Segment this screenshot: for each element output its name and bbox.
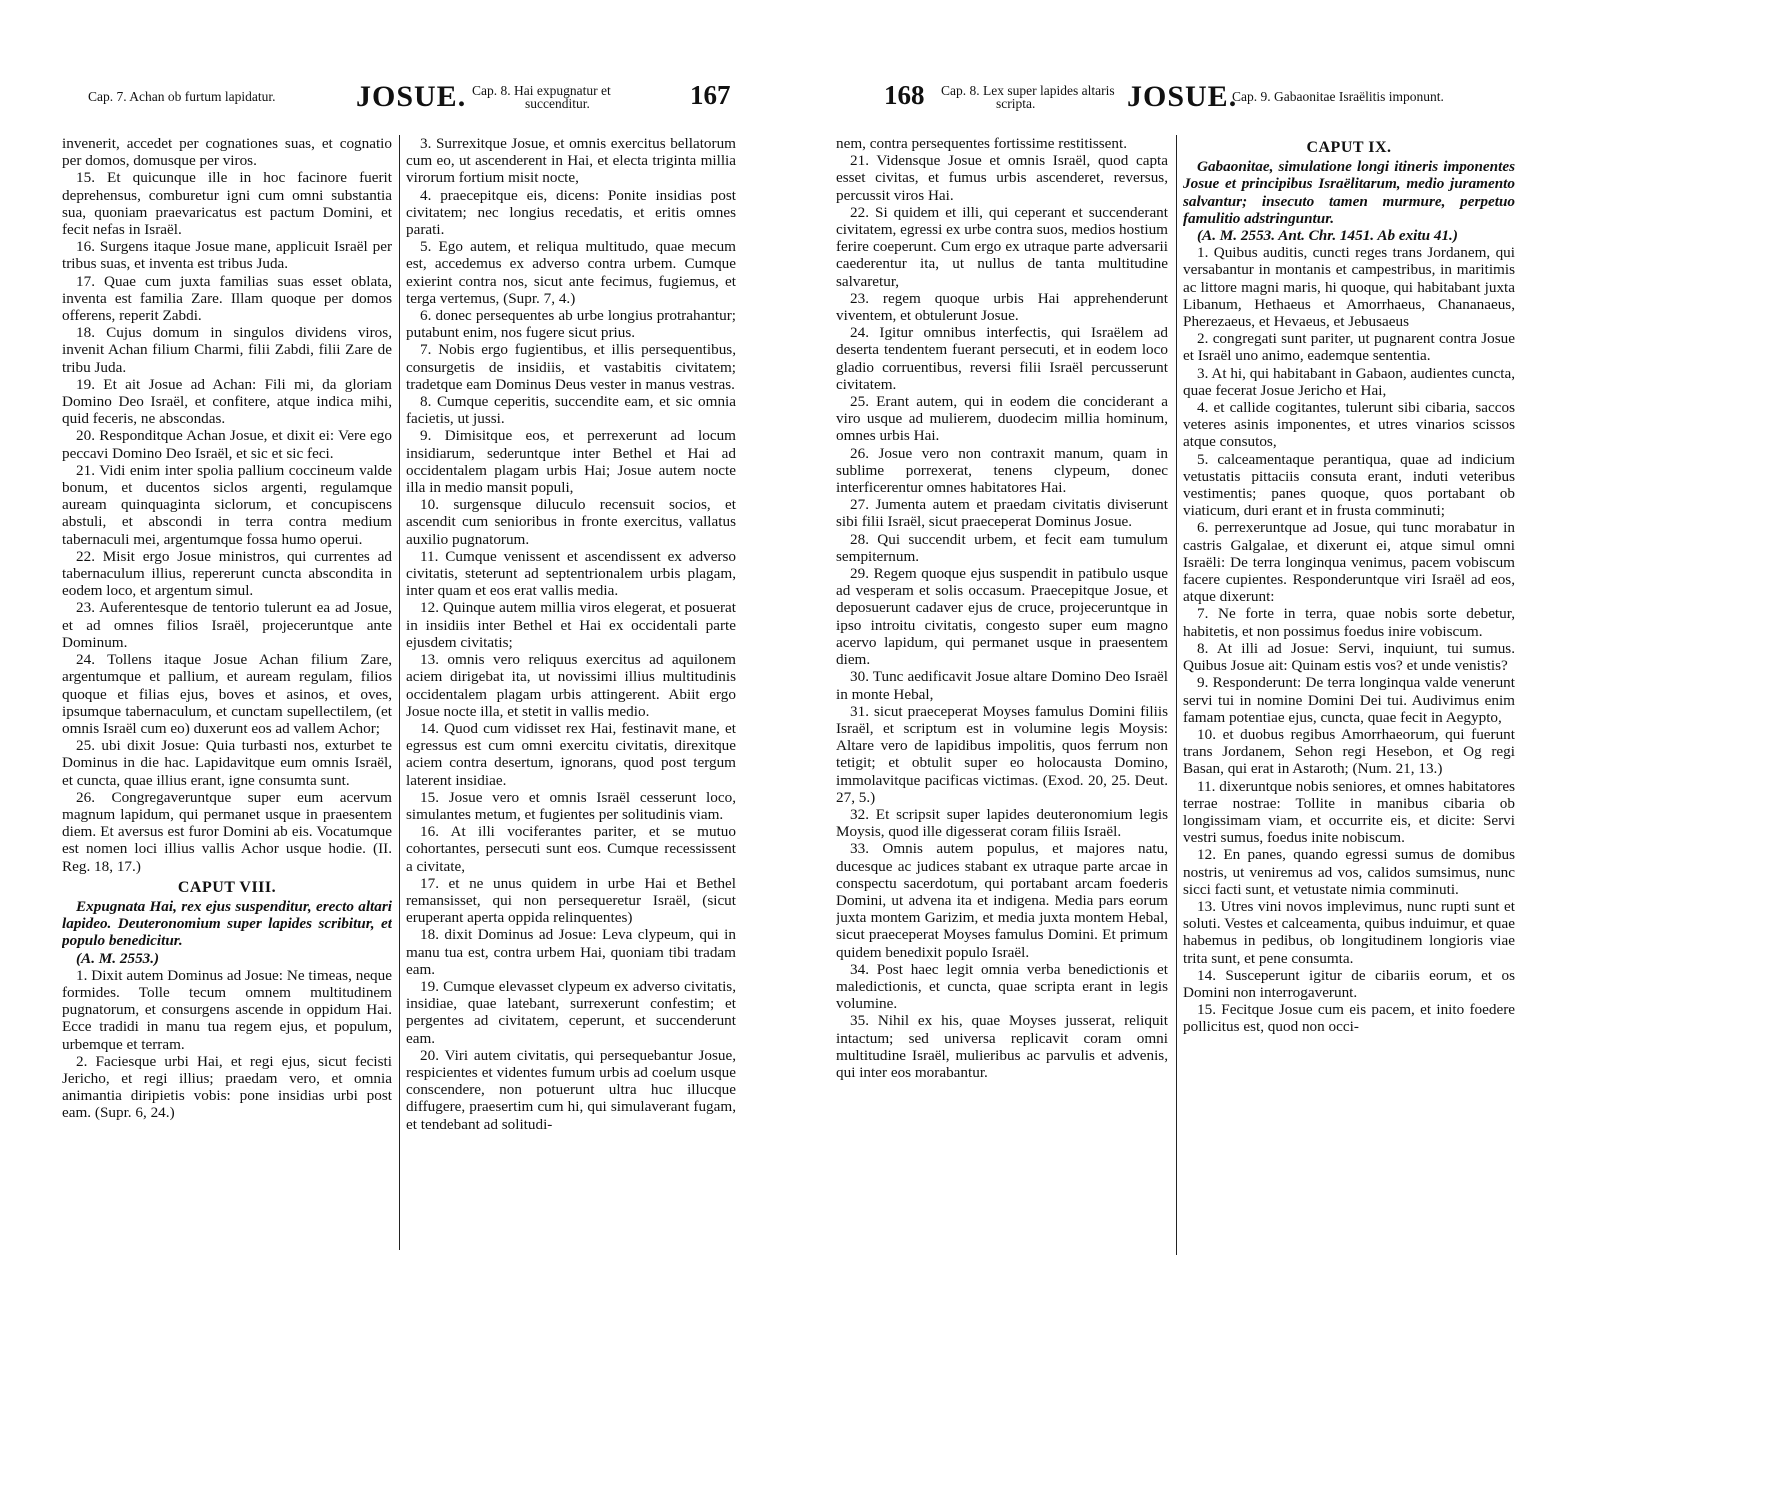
chapter-summary: Gabaonitae, simulatione longi itineris imponentes Josue et principibus Israëlitarum, medio juramento salvantur; insecuto tamen murmure, perpetuo famulitio adstringuntur.	[1183, 158, 1515, 227]
verse: 5. Ego autem, et reliqua multitudo, quae mecum est, accedemus ex adverso contra urbem. Cumque exierint contra nos, sicut ante fecimus, fugiemus, et terga vertemus, (Supr. 7, 4.)	[406, 238, 736, 307]
verse: 20. Viri autem civitatis, qui persequebantur Josue, respicientes et videntes fumum urbis ad coelum usque conscendere, non potuerunt ultra huc illucque diffugere, praesertim cum hi, qui simulaverant fugam, et tendebant ad solitudi-	[406, 1046, 736, 1133]
verse: 15. Et quicunque ille in hoc facinore fuerit deprehensus, comburetur igni cum omni substantia sua, quoniam praevaricatus est pactum Domini, et fecit nefas in Israël.	[62, 169, 392, 239]
running-head-left-caption-line2: scripta.	[996, 96, 1036, 111]
verse: 16. At illi vociferantes pariter, et se mutuo cohortantes, persecuti sunt eos. Cumque recessissent a civitate,	[406, 823, 736, 875]
verse: 17. et ne unus quidem in urbe Hai et Bethel remansisset, qui non persequeretur Israël, (sicut eruperant aperta oppida relinquentes)	[406, 874, 736, 927]
verse: 6. perrexeruntque ad Josue, qui tunc morabatur in castris Galgalae, et dixerunt ei, atque simul omni Israëli: De terra longinqua venimus, pacem vobiscum facere cupientes. Responderuntque viri Israël ad eos, atque dixerunt:	[1183, 519, 1515, 606]
verse: 13. Utres vini novos implevimus, nunc rupti sunt et soluti. Vestes et calceamenta, quibus induimur, et quae habemus in pedibus, ob longitudinem longioris viae trita sunt, et pene consumta.	[1183, 897, 1515, 967]
verse: 24. Igitur omnibus interfectis, qui Israëlem ad deserta tendentem fuerant persecuti, et in eodem loco gladio corruentibus, reversi filii Israël percusserunt civitatem.	[836, 324, 1168, 393]
verse: 33. Omnis autem populus, et majores natu, ducesque ac judices stabant ex utraque parte arcae in conspectu sacerdotum, qui portabant arcam foederis Domini, ut advena ita et indigena. Media pars eorum juxta montem Garizim, et media juxta montem Hebal, sicut praeceperat Moyses famulus Domini. Et primum quidem benedixit populo Israël.	[836, 840, 1168, 961]
verse: 4. et callide cogitantes, tulerunt sibi cibaria, saccos veteres asinis imponentes, et utres vinarios scissos atque consutos,	[1183, 399, 1515, 451]
verse: 22. Misit ergo Josue ministros, qui currentes ad tabernaculum illius, repererunt cuncta abscondita in eodem loco, et argentum simul.	[62, 547, 392, 600]
chapter-title: CAPUT IX.	[1306, 139, 1392, 156]
verse: 2. congregati sunt pariter, ut pugnarent contra Josue et Israël uno animo, eademque sententia.	[1183, 330, 1515, 365]
verse: 23. regem quoque urbis Hai apprehenderunt viventem, et obtulerunt Josue.	[836, 289, 1168, 325]
running-head-right-caption-line1: Cap. 8. Hai expugnatur et	[472, 83, 611, 98]
verse: 4. praecepitque eis, dicens: Ponite insidias post civitatem; nec longius recedatis, et eritis omnes parati.	[406, 186, 736, 239]
verse: 14. Quod cum vidisset rex Hai, festinavit mane, et egressus est cum omni exercitu civitatis, direxitque aciem contra desertum, ignorans, quod post tergum laterent insidiae.	[406, 719, 736, 789]
chapter-date: (A. M. 2553.)	[76, 949, 160, 967]
column-divider	[399, 135, 400, 1250]
verse: invenerit, accedet per cognationes suas, et cognatio per domos, domusque per viros.	[62, 135, 392, 170]
verse: 2. Faciesque urbi Hai, et regi ejus, sicut fecisti Jericho, et regi illius; praedam vero, et omnia animantia diripietis vobis: pone insidias urbi post eam. (Supr. 6, 24.)	[62, 1052, 392, 1122]
page-number: 168	[884, 80, 925, 110]
verse: 18. Cujus domum in singulos dividens viros, invenit Achan filium Charmi, filii Zabdi, filii Zare de tribu Juda.	[62, 324, 392, 376]
verse: 26. Josue vero non contraxit manum, quam in sublime porrexerat, tenens clypeum, donec interficerentur omnes habitatores Hai.	[836, 444, 1168, 497]
verse: 31. sicut praeceperat Moyses famulus Domini filiis Israël, et scriptum est in volumine legis Moysis: Altare vero de lapidibus impolitis, quos ferrum non tetigit; et obtulit super eo holocausta Domino, immolavitque pacificas victimas. (Exod. 20, 25. Deut. 27, 5.)	[836, 702, 1168, 806]
verse: 16. Surgens itaque Josue mane, applicuit Israël per tribus suas, et inventa est tribus Juda.	[62, 238, 392, 273]
verse: 27. Jumenta autem et praedam civitatis diviserunt sibi filii Israël, sicut praeceperat Dominus Josue.	[836, 496, 1168, 531]
verse: 22. Si quidem et illi, qui ceperant et succenderant civitatem, egressi ex urbe contra suos, medios hostium ferire coeperunt. Cum ergo ex utraque parte adversarii caederentur ita, ut nullus de tanta multitudine salvaretur,	[836, 203, 1168, 290]
right-page	[836, 0, 1768, 1500]
verse: nem, contra persequentes fortissime restitissent.	[836, 135, 1128, 152]
verse: 15. Josue vero et omnis Israël cesserunt loco, simulantes metum, et fugientes per solitudinis viam.	[406, 788, 736, 823]
verse: 11. Cumque venissent et ascendissent ex adverso civitatis, steterunt ad septentrionalem urbis plagam, inter quam et eos erat vallis media.	[406, 547, 736, 600]
verse: 26. Congregaveruntque super eum acervum magnum lapidum, qui permanet usque in praesentem diem. Et aversus est furor Domini ab eis. Vocatumque est nomen loci illius vallis Achor usque hodie. (II. Reg. 18, 17.)	[62, 788, 392, 875]
running-head-right-caption-line2: succenditur.	[525, 96, 590, 111]
column-divider	[1176, 135, 1177, 1255]
verse: 10. surgensque diluculo recensuit socios, et ascendit cum senioribus in fronte exercitus, vallatus auxilio pugnatorum.	[406, 496, 736, 548]
running-head-left-caption-line1: Cap. 8. Lex super lapides altaris	[941, 83, 1115, 98]
chapter-title: CAPUT VIII.	[177, 878, 277, 896]
right-page-column-1	[836, 135, 1168, 1255]
verse: 24. Tollens itaque Josue Achan filium Zare, argentumque et pallium, et auream regulam, filios quoque et filias ejus, boves et asinos, et oves, ipsumque tabernaculum, et cunctam supellectilem, (et omnis Israël cum eo) duxerunt eos ad vallem Achor;	[62, 651, 392, 737]
verse: 35. Nihil ex his, quae Moyses jusserat, reliquit intactum; sed universa replicavit coram omni multitudine Israël, mulieribus ac parvulis et advenis, qui inter eos morabantur.	[836, 1012, 1168, 1081]
verse: 15. Fecitque Josue cum eis pacem, et inito foedere pollicitus est, quod non occi-	[1183, 1001, 1515, 1036]
chapter-summary: Expugnata Hai, rex ejus suspenditur, erecto altari lapideo. Deuteronomium super lapides scribitur, et populo benedicitur.	[62, 897, 392, 950]
verse: 28. Qui succendit urbem, et fecit eam tumulum sempiternum.	[836, 530, 1168, 565]
verse: 18. dixit Dominus ad Josue: Leva clypeum, qui in manu tua est, contra urbem Hai, quoniam tibi tradam eam.	[406, 926, 736, 978]
verse: 9. Dimisitque eos, et perrexerunt ad locum insidiarum, sederuntque inter Bethel et Hai ad occidentalem plagam urbis Hai; Josue autem nocte illa in medio mansit populi,	[406, 427, 736, 497]
verse: 7. Nobis ergo fugientibus, et illis persequentibus, consurgetis de insidiis, et vastabitis civitatem; tradetque eam Dominus Deus vester in manus vestras.	[406, 341, 736, 393]
verse: 13. omnis vero reliquus exercitus ad aquilonem aciem dirigebat ita, ut novissimi illius multitudinis occidentalem plagam urbis attingerent. Abiit ergo Josue nocte illa, et stetit in vallis medio.	[406, 651, 736, 720]
chapter-date: (A. M. 2553. Ant. Chr. 1451. Ab exitu 41.)	[1197, 227, 1458, 245]
verse: 20. Responditque Achan Josue, et dixit ei: Vere ego peccavi Domino Deo Israël, et sic et sic feci.	[62, 427, 392, 462]
verse: 29. Regem quoque ejus suspendit in patibulo usque ad vesperam et solis occasum. Praecepitque Josue, et deposuerunt cadaver ejus de cruce, projeceruntque in ipso introitu civitatis, congesto super eum magno acervo lapidum, qui permanet usque in praesentem diem.	[836, 565, 1168, 669]
running-head-right-caption: Cap. 9. Gabaonitae Israëlitis imponunt.	[1232, 89, 1444, 104]
verse: 25. ubi dixit Josue: Quia turbasti nos, exturbet te Dominus in die hac. Lapidavitque eum omnis Israël, et cuncta, quae illius erant, igne consumta sunt.	[62, 737, 392, 789]
verse: 21. Vidi enim inter spolia pallium coccineum valde bonum, et ducentos siclos argenti, regulamque auream quinquaginta siclorum, et concupiscens abstuli, et abscondi in terra contra medium tabernaculi mei, argentumque fossa humo operui.	[62, 461, 392, 548]
verse: 8. Cumque ceperitis, succendite eam, et sic omnia facietis, ut jussi.	[406, 393, 736, 428]
verse: 12. En panes, quando egressi sumus de domibus nostris, ut veniremus ad vos, calidos sumsimus, nunc sicci facti sunt, et vetustate nimia comminuti.	[1183, 846, 1515, 898]
left-page-column-1	[62, 135, 392, 1255]
running-head-title: JOSUE.	[1127, 80, 1238, 113]
verse: 19. Cumque elevasset clypeum ex adverso civitatis, insidiae, quae latebant, surrexerunt confestim; et pergentes ad civitatem, ceperunt, et succenderunt eam.	[406, 977, 736, 1047]
page-number: 167	[690, 80, 731, 110]
verse: 1. Dixit autem Dominus ad Josue: Ne timeas, neque formides. Tolle tecum omnem multitudinem pugnatorum, et consurgens ascende in oppidum Hai. Ecce tradidi in manu tua regem ejus, et populum, urbemque et terram.	[62, 966, 392, 1053]
verse: 5. calceamentaque perantiqua, quae ad indicium vetustatis pittaciis consuta erant, induti veteribus vestimentis; panes quoque, quos portabant ob viaticum, duri erant et in frusta comminuti;	[1183, 450, 1515, 520]
verse: 23. Auferentesque de tentorio tulerunt ea ad Josue, et ad omnes filios Israël, projeceruntque ante Dominum.	[62, 599, 392, 651]
running-head-left-caption: Cap. 7. Achan ob furtum lapidatur.	[88, 89, 276, 104]
verse: 14. Susceperunt igitur de cibariis eorum, et os Domini non interrogaverunt.	[1183, 966, 1515, 1001]
verse: 34. Post haec legit omnia verba benedictionis et maledictionis, et cuncta, quae scripta erant in legis volumine.	[836, 960, 1168, 1013]
verse: 17. Quae cum juxta familias suas esset oblata, inventa est familia Zare. Illam quoque per domos offerens, reperit Zabdi.	[62, 272, 392, 325]
verse: 1. Quibus auditis, cuncti reges trans Jordanem, qui versabantur in montanis et campestribus, in maritimis ac littore magni maris, hi quoque, qui habitabant juxta Libanum, Hethaeus et Amorrhaeus, Chananaeus, Pherezaeus, et Hevaeus, et Jebusaeus	[1183, 244, 1515, 331]
left-page-column-2	[406, 135, 736, 1255]
verse: 9. Responderunt: De terra longinqua valde venerunt servi tui in nomine Domini Dei tui. Audivimus enim famam potentiae ejus, cuncta, quae fecit in Aegypto,	[1183, 674, 1515, 726]
verse: 6. donec persequentes ab urbe longius protrahantur; putabunt enim, nos fugere sicut prius.	[406, 307, 736, 342]
verse: 32. Et scripsit super lapides deuteronomium legis Moysis, quod ille digesserat coram filiis Israël.	[836, 805, 1168, 841]
verse: 25. Erant autem, qui in eodem die conciderant a viro usque ad mulierem, duodecim millia hominum, omnes urbis Hai.	[836, 393, 1168, 445]
verse: 3. At hi, qui habitabant in Gabaon, audientes cuncta, quae fecerat Josue Jericho et Hai,	[1183, 364, 1515, 399]
verse: 8. At illi ad Josue: Servi, inquiunt, tui sumus. Quibus Josue ait: Quinam estis vos? et unde venistis?	[1183, 639, 1515, 675]
verse: 3. Surrexitque Josue, et omnis exercitus bellatorum cum eo, ut ascenderent in Hai, et electa triginta millia virorum fortium misit nocte,	[406, 135, 736, 187]
running-head-title: JOSUE.	[356, 80, 467, 113]
verse: 21. Vidensque Josue et omnis Israël, quod capta esset civitas, et fumus urbis ascenderet, reversus, percussit viros Hai.	[836, 152, 1168, 204]
verse: 7. Ne forte in terra, quae nobis sorte debetur, habitetis, et non possimus foedus inire vobiscum.	[1183, 605, 1515, 640]
verse: 11. dixeruntque nobis seniores, et omnes habitatores terrae nostrae: Tollite in manibus cibaria ob longissimam viam, et occurrite eis, et dicite: Servi vestri sumus, foedus inite nobiscum.	[1183, 777, 1515, 847]
right-page-column-2	[1183, 135, 1515, 1255]
verse: 30. Tunc aedificavit Josue altare Domino Deo Israël in monte Hebal,	[836, 668, 1168, 703]
verse: 10. et duobus regibus Amorrhaeorum, qui fuerunt trans Jordanem, Sehon regi Hesebon, et Og regi Basan, qui erat in Astaroth; (Num. 21, 13.)	[1183, 725, 1515, 778]
verse: 19. Et ait Josue ad Achan: Fili mi, da gloriam Domino Deo Israël, et confitere, atque indica mihi, quid feceris, ne abscondas.	[62, 375, 392, 428]
verse: 12. Quinque autem millia viros elegerat, et posuerat in insidiis inter Bethel et Hai ex occidentali parte ejusdem civitatis;	[406, 599, 736, 651]
